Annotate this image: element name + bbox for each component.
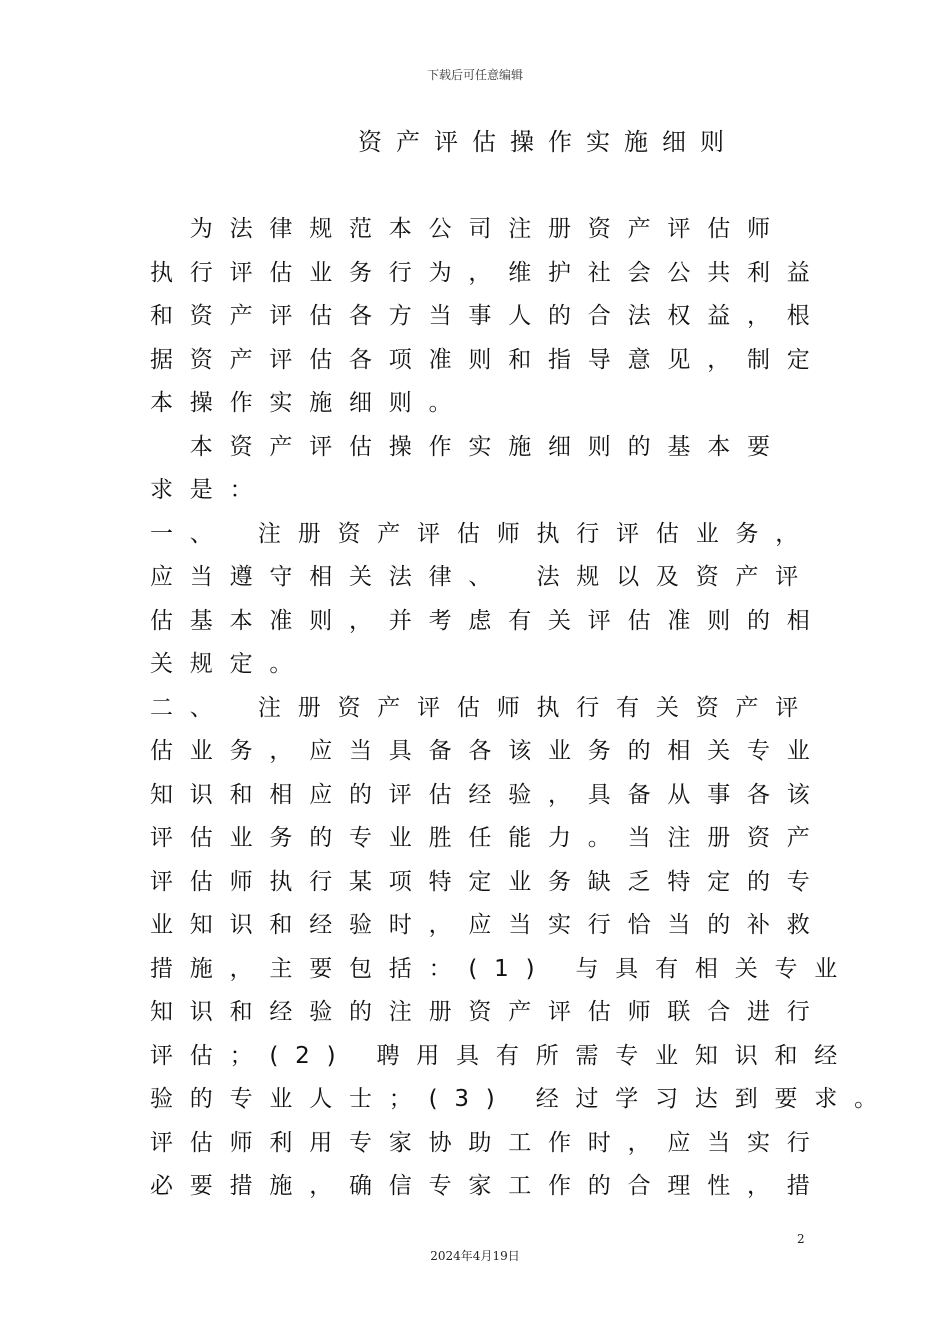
body-line: 本资产评估操作实施细则的基本要 <box>150 433 787 460</box>
body-line: 求是： <box>150 477 270 503</box>
body-line: 知识和经验的注册资产评估师联合进行 <box>150 999 827 1025</box>
header-note: 下载后可任意编辑 <box>426 68 523 82</box>
body-line: 业知识和经验时，应当实行恰当的补救 <box>150 912 827 938</box>
body-line: 估基本准则，并考虑有关评估准则的相 <box>150 607 827 634</box>
body-line: 本操作实施细则。 <box>150 390 469 416</box>
body-line: 验的专业人士；(3) 经过学习达到要求。 <box>150 1086 894 1112</box>
document-body <box>150 208 894 1209</box>
body-line: 措施，主要包括：(1) 与具有相关专业 <box>150 955 855 982</box>
body-line: 评估师执行某项特定业务缺乏特定的专 <box>150 868 827 895</box>
body-line: 一、 注册资产评估师执行评估业务， <box>150 520 816 547</box>
document-title: 资产评估操作实施细则 <box>358 128 738 156</box>
body-line: 评估业务的专业胜任能力。当注册资产 <box>150 825 827 851</box>
page-number: 2 <box>797 1232 805 1246</box>
body-line: 评估；(2) 聘用具有所需专业知识和经 <box>150 1042 855 1069</box>
body-line: 知识和相应的评估经验，具备从事各该 <box>150 781 827 808</box>
body-line: 和资产评估各方当事人的合法权益，根 <box>150 303 827 329</box>
body-line: 据资产评估各项准则和指导意见，制定 <box>150 346 827 373</box>
body-line: 应当遵守相关法律、 法规以及资产评 <box>150 564 816 590</box>
body-line: 关规定。 <box>150 651 310 677</box>
body-line: 二、 注册资产评估师执行有关资产评 <box>150 694 816 721</box>
body-line: 估业务，应当具备各该业务的相关专业 <box>150 738 827 764</box>
body-line: 执行评估业务行为，维护社会公共利益 <box>150 259 827 286</box>
body-line: 评估师利用专家协助工作时，应当实行 <box>150 1129 827 1156</box>
body-line: 必要措施，确信专家工作的合理性，措 <box>150 1173 827 1199</box>
footer-date: 2024年4月19日 <box>430 1249 520 1263</box>
body-line: 为法律规范本公司注册资产评估师 <box>150 216 787 242</box>
